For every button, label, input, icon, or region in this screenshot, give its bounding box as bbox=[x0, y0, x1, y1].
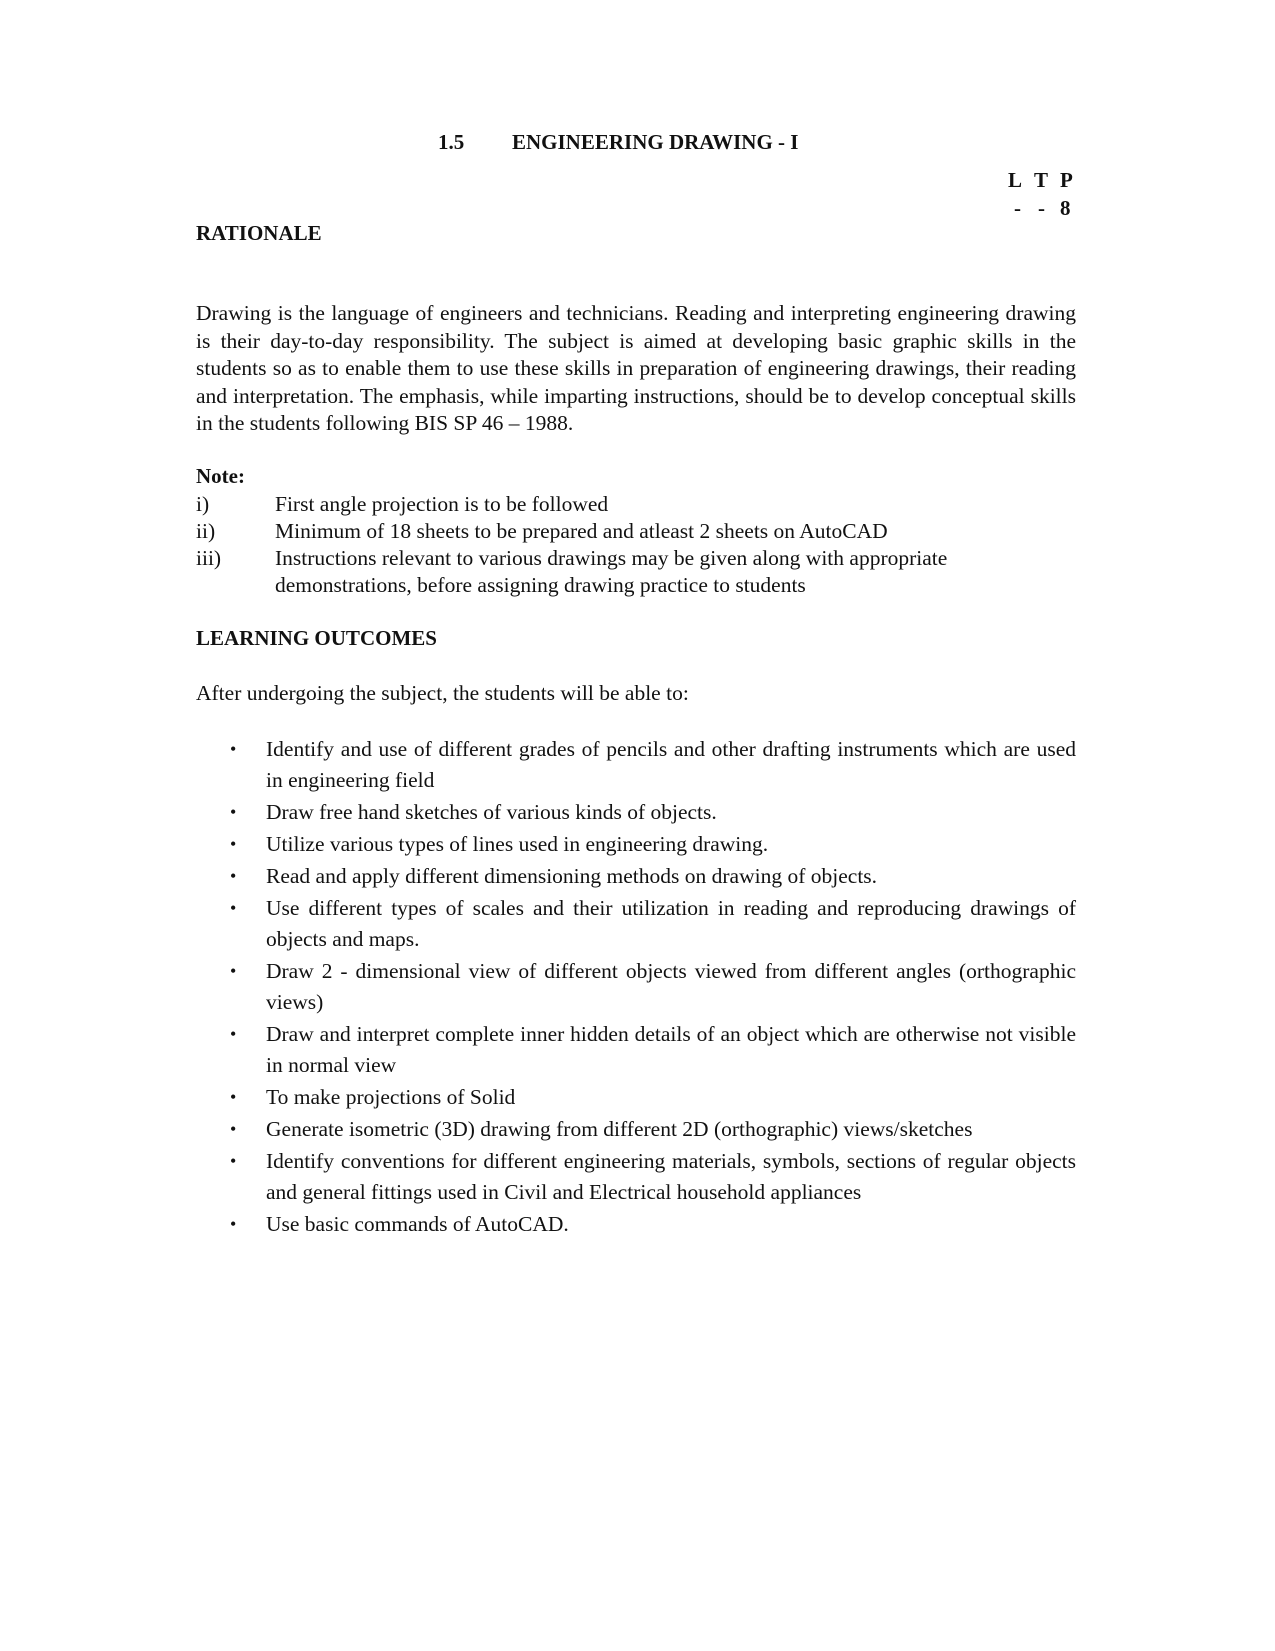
ltp-labels bbox=[1008, 166, 1086, 194]
list-item bbox=[230, 1209, 1076, 1240]
list-item-text: Utilize various types of lines used in engineering drawing. bbox=[266, 832, 769, 856]
ltp-p-label: P bbox=[1060, 168, 1073, 192]
list-item bbox=[230, 1114, 1076, 1145]
bullet-icon: • bbox=[230, 898, 237, 918]
learning-outcomes-list bbox=[230, 734, 1076, 1241]
learning-outcomes-intro: After undergoing the subject, the students will be able to: bbox=[196, 681, 689, 705]
ltp-l-label: L bbox=[1008, 168, 1023, 192]
note-text: Instructions relevant to various drawings may be given along with appropriate demonstrations, before assigning drawing practice to students bbox=[275, 546, 948, 597]
bullet-icon: • bbox=[230, 802, 237, 822]
bullet-icon: • bbox=[230, 1087, 237, 1107]
list-item bbox=[230, 1082, 1076, 1113]
note-item bbox=[196, 545, 1076, 599]
bullet-icon: • bbox=[230, 1119, 237, 1139]
ltp-l-value: - bbox=[1014, 196, 1021, 220]
list-item-text: Identify and use of different grades of pencils and other drafting instruments which are used in engineering field bbox=[266, 737, 1076, 792]
note-text: Minimum of 18 sheets to be prepared and atleast 2 sheets on AutoCAD bbox=[275, 519, 888, 543]
list-item-text: Draw and interpret complete inner hidden details of an object which are otherwise not visible in normal view bbox=[266, 1022, 1076, 1077]
list-item-text: To make projections of Solid bbox=[266, 1085, 516, 1109]
list-item bbox=[230, 1146, 1076, 1208]
bullet-icon: • bbox=[230, 739, 237, 759]
ltp-values bbox=[1008, 194, 1086, 222]
ltp-p-value: 8 bbox=[1060, 196, 1071, 220]
ltp-t-value: - bbox=[1038, 196, 1045, 220]
bullet-icon: • bbox=[230, 1214, 237, 1234]
bullet-icon: • bbox=[230, 866, 237, 886]
list-item-text: Generate isometric (3D) drawing from different 2D (orthographic) views/sketches bbox=[266, 1117, 973, 1141]
list-item bbox=[230, 1019, 1076, 1081]
rationale-paragraph: Drawing is the language of engineers and technicians. Reading and interpreting engineering drawing is their day-to-day responsibility. The subject is aimed at developing basic graphic skills in the students so as to enable them to use these skills in preparation of engineering drawings, their reading and interpretation. The emphasis, while imparting instructions, should be to develop conceptual skills in the students following BIS SP 46 – 1988. bbox=[196, 301, 1076, 435]
note-marker: ii) bbox=[196, 519, 216, 543]
list-item bbox=[230, 893, 1076, 955]
rationale-heading: RATIONALE bbox=[196, 221, 322, 245]
list-item bbox=[230, 734, 1076, 796]
learning-outcomes-heading: LEARNING OUTCOMES bbox=[196, 626, 437, 650]
page-title: ENGINEERING DRAWING - I bbox=[512, 130, 799, 154]
ltp-t-label: T bbox=[1034, 168, 1049, 192]
note-marker: i) bbox=[196, 492, 210, 516]
list-item-text: Use different types of scales and their utilization in reading and reproducing drawings of objects and maps. bbox=[266, 896, 1076, 951]
bullet-icon: • bbox=[230, 1024, 237, 1044]
list-item bbox=[230, 861, 1076, 892]
list-item-text: Read and apply different dimensioning methods on drawing of objects. bbox=[266, 864, 878, 888]
list-item-text: Identify conventions for different engineering materials, symbols, sections of regular objects and general fittings used in Civil and Electrical household appliances bbox=[266, 1149, 1076, 1204]
list-item-text: Draw free hand sketches of various kinds of objects. bbox=[266, 800, 717, 824]
list-item bbox=[230, 797, 1076, 828]
note-list bbox=[196, 491, 1076, 599]
list-item bbox=[230, 829, 1076, 860]
note-text: First angle projection is to be followed bbox=[275, 492, 609, 516]
note-heading: Note: bbox=[196, 464, 245, 488]
list-item bbox=[230, 956, 1076, 1018]
ltp-block bbox=[1008, 166, 1086, 222]
note-item bbox=[196, 518, 1076, 545]
section-number: 1.5 bbox=[438, 130, 465, 154]
bullet-icon: • bbox=[230, 834, 237, 854]
note-item bbox=[196, 491, 1076, 518]
list-item-text: Use basic commands of AutoCAD. bbox=[266, 1212, 569, 1236]
bullet-icon: • bbox=[230, 961, 237, 981]
bullet-icon: • bbox=[230, 1151, 237, 1171]
list-item-text: Draw 2 - dimensional view of different objects viewed from different angles (orthographic views) bbox=[266, 959, 1076, 1014]
note-marker: iii) bbox=[196, 546, 222, 570]
